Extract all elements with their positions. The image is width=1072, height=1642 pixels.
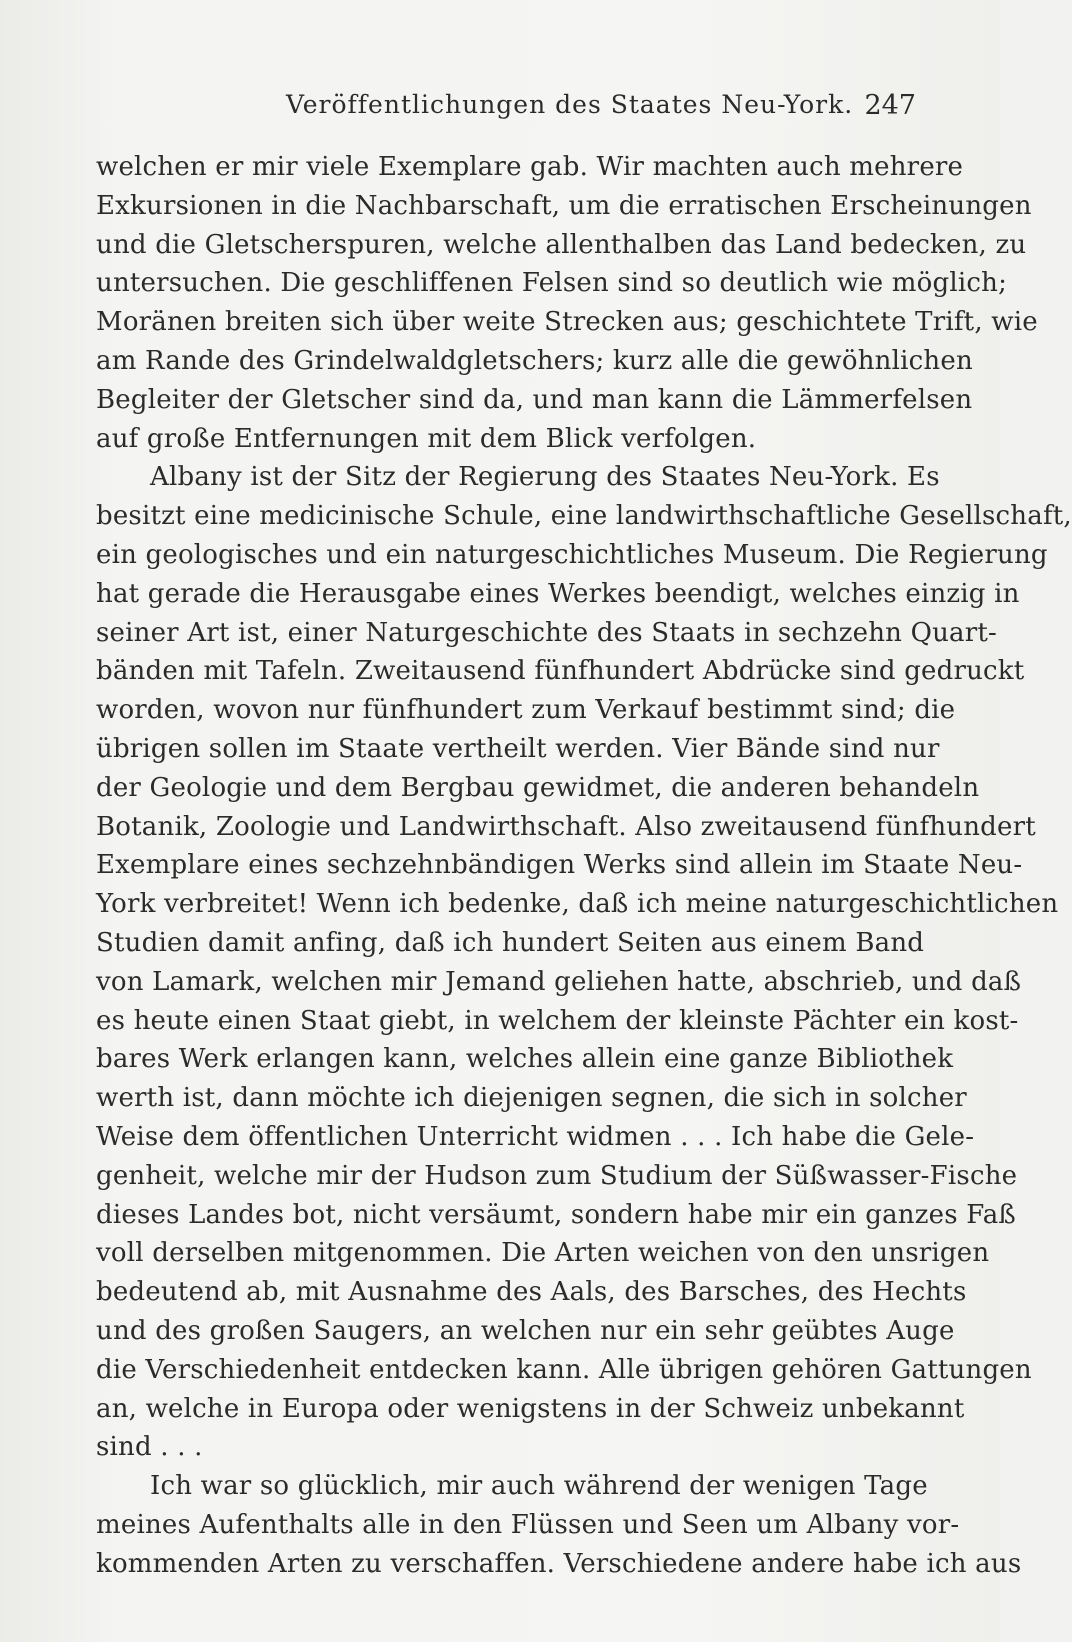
text-line: besitzt eine medicinische Schule, eine landwirthschaftliche Gesellschaft, [96,501,1072,532]
text-line: am Rande des Grindelwaldgletschers; kurz alle die gewöhnlichen [96,345,973,376]
text-line: Exkursionen in die Nachbarschaft, um die erratischen Erscheinungen [96,190,1032,221]
text-line: genheit, welche mir der Hudson zum Studium der Süßwasser-Fische [96,1160,1018,1191]
text-line: worden, wovon nur fünfhundert zum Verkauf bestimmt sind; die [96,695,956,726]
text-line: Ich war so glücklich, mir auch während der wenigen Tage [150,1471,928,1502]
text-line: untersuchen. Die geschliffenen Felsen sind so deutlich wie möglich; [96,268,1008,299]
text-line: Exemplare eines sechzehnbändigen Werks sind allein im Staate Neu- [96,850,1023,881]
text-line: Begleiter der Gletscher sind da, und man kann die Lämmerfelsen [96,384,973,415]
text-line: bares Werk erlangen kann, welches allein eine ganze Bibliothek [96,1044,954,1075]
text-line: meines Aufenthalts alle in den Flüssen und Seen um Albany vor- [96,1509,960,1540]
body-text [96,148,1072,1583]
text-line: ein geologisches und ein naturgeschichtliches Museum. Die Regierung [96,539,1048,570]
text-line: der Geologie und dem Bergbau gewidmet, die anderen behandeln [96,772,980,803]
text-line: dieses Landes bot, nicht versäumt, sondern habe mir ein ganzes Faß [96,1199,1016,1230]
text-line: welchen er mir viele Exemplare gab. Wir machten auch mehrere [96,152,964,182]
text-line: übrigen sollen im Staate vertheilt werden. Vier Bände sind nur [96,733,940,764]
text-line: von Lamark, welchen mir Jemand geliehen hatte, abschrieb, und daß [96,966,1022,997]
running-title: Veröffentlichungen des Staates Neu-York. [286,90,854,119]
text-line: seiner Art ist, einer Naturgeschichte des Staats in sechzehn Quart- [96,617,998,648]
text-line: werth ist, dann möchte ich diejenigen segnen, die sich in solcher [96,1083,967,1114]
text-line: Moränen breiten sich über weite Strecken aus; geschichtete Trift, wie [96,307,1038,338]
text-line: bedeutend ab, mit Ausnahme des Aals, des Barsches, des Hechts [96,1277,967,1308]
text-line: Albany ist der Sitz der Regierung des Staates Neu-York. Es [150,462,940,493]
text-line: Weise dem öffentlichen Unterricht widmen . . . Ich habe die Gele- [96,1121,975,1152]
text-line: sind . . . [96,1432,203,1463]
text-line: bänden mit Tafeln. Zweitausend fünfhundert Abdrücke sind gedruckt [96,656,1025,687]
text-line: es heute einen Staat giebt, in welchem der kleinste Pächter ein kost- [96,1005,1019,1036]
text-line: kommenden Arten zu verschaffen. Verschiedene andere habe ich aus [96,1548,1022,1579]
text-line: York verbreitet! Wenn ich bedenke, daß ich meine naturgeschichtlichen [96,889,1059,920]
text-line: Studien damit anfing, daß ich hundert Seiten aus einem Band [96,927,925,958]
text-line: auf große Entfernungen mit dem Blick verfolgen. [96,423,757,454]
text-line: Botanik, Zoologie und Landwirthschaft. Also zweitausend fünfhundert [96,811,1036,842]
text-line: und des großen Saugers, an welchen nur ein sehr geübtes Auge [96,1315,955,1346]
text-line: voll derselben mitgenommen. Die Arten weichen von den unsrigen [96,1238,990,1269]
text-line: und die Gletscherspuren, welche allenthalben das Land bedecken, zu [96,229,1027,260]
text-line: hat gerade die Herausgabe eines Werkes beendigt, welches einzig in [96,578,1020,609]
page-number: 247 [864,90,916,121]
text-line: die Verschiedenheit entdecken kann. Alle übrigen gehören Gattungen [96,1354,1032,1385]
text-line: an, welche in Europa oder wenigstens in der Schweiz unbekannt [96,1393,965,1424]
running-head [96,90,916,122]
